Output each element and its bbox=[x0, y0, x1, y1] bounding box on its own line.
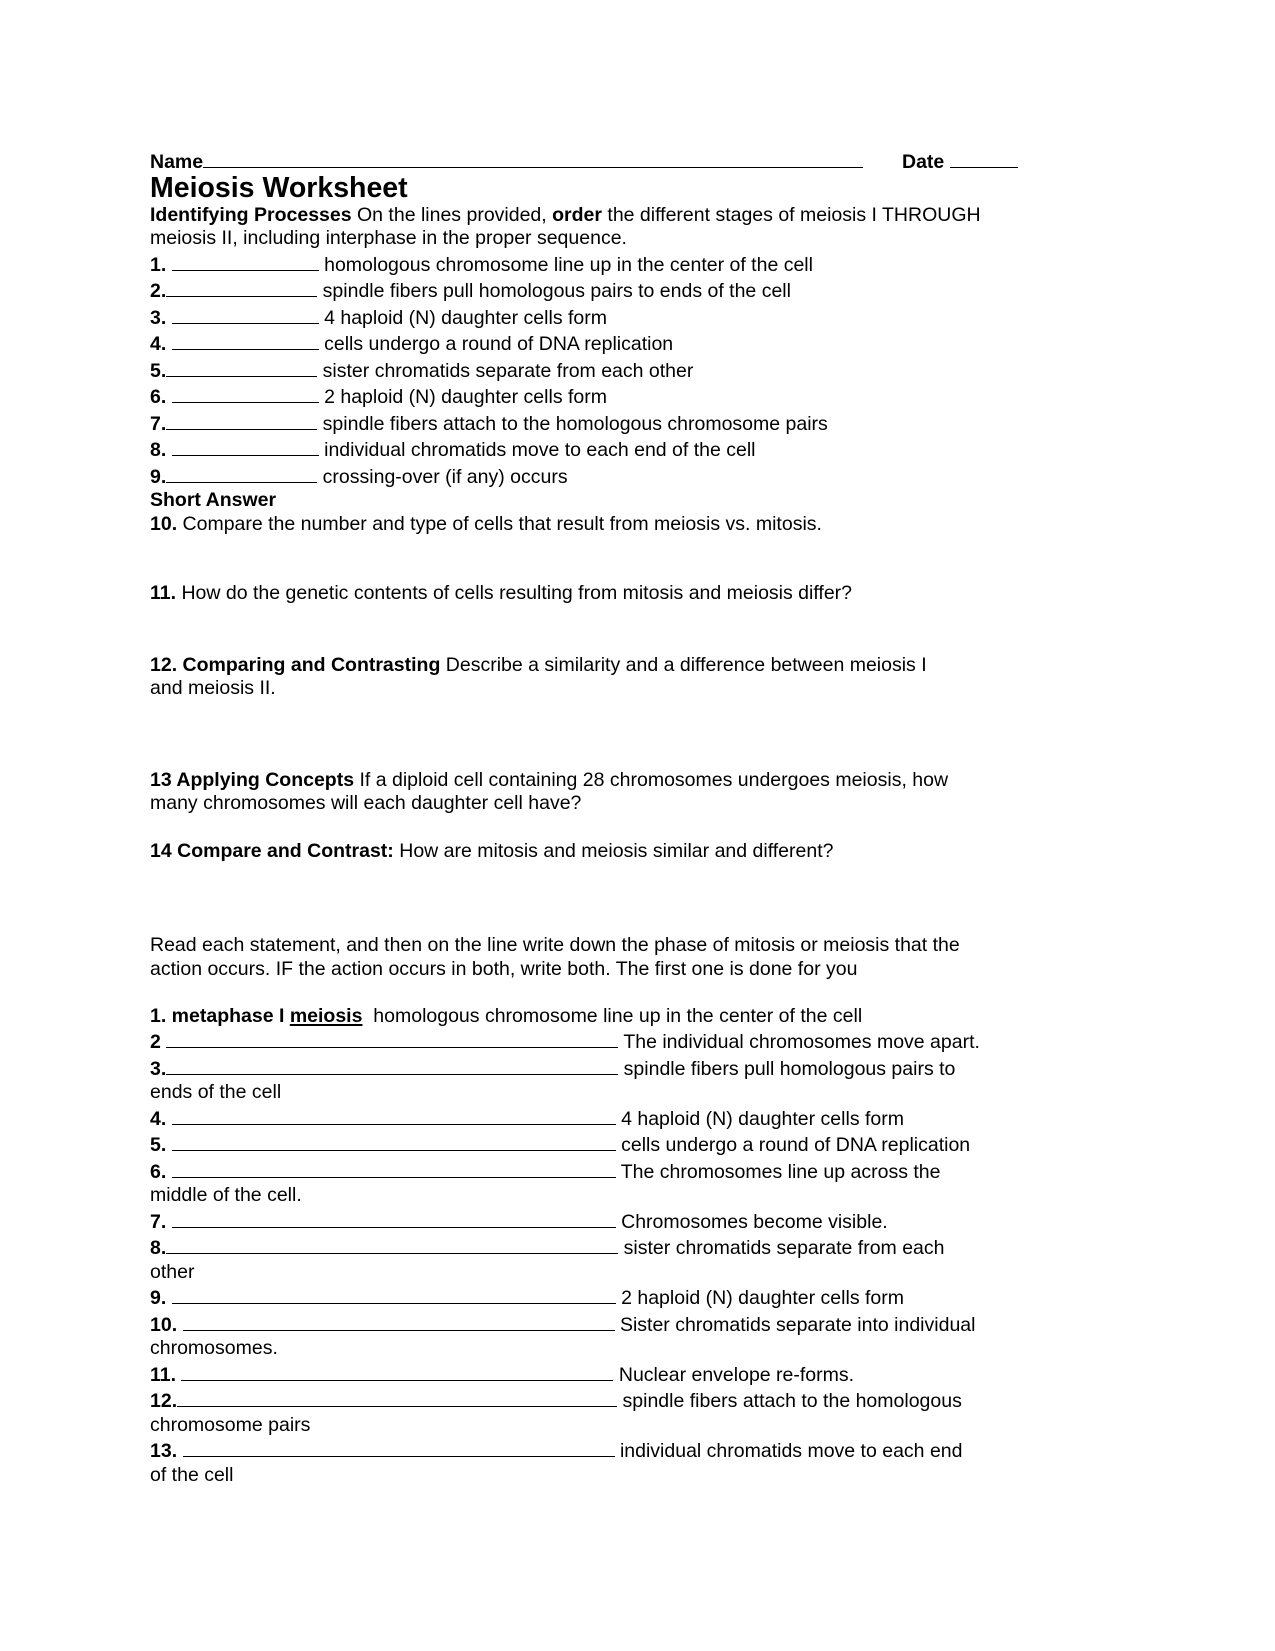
item-number: 13. bbox=[150, 1440, 183, 1462]
question-text: If a diploid cell containing 28 chromosomes undergoes meiosis, how many chromosomes will each daughter cell have? bbox=[150, 768, 949, 814]
item-text: sister chromatids separate from each bbox=[618, 1237, 945, 1259]
answer-blank[interactable] bbox=[172, 383, 319, 403]
answer-blank[interactable] bbox=[181, 1361, 613, 1381]
part1-item bbox=[150, 251, 1050, 278]
part2-item bbox=[150, 1158, 1050, 1208]
question-text: How are mitosis and meiosis similar and different? bbox=[393, 839, 834, 862]
answer-blank[interactable] bbox=[172, 1284, 616, 1304]
part1-heading: Identifying Processes bbox=[150, 203, 352, 226]
part2-item bbox=[150, 1208, 1050, 1235]
part1-instr-b: the different stages of meiosis I THROUGH meiosis II, including interphase in the proper sequence. bbox=[150, 203, 981, 249]
answer-blank[interactable] bbox=[172, 436, 319, 456]
answer-blank[interactable] bbox=[172, 1158, 616, 1178]
answer-blank[interactable] bbox=[172, 304, 319, 324]
item-text: The chromosomes line up across the bbox=[615, 1160, 941, 1183]
item-text-cont: other bbox=[150, 1260, 195, 1283]
question-12 bbox=[150, 654, 950, 701]
item-text: Nuclear envelope re-forms. bbox=[613, 1363, 855, 1386]
question-text: Compare the number and type of cells that result from meiosis vs. mitosis. bbox=[177, 512, 822, 535]
answer-blank[interactable] bbox=[166, 1028, 618, 1048]
answer-blank[interactable] bbox=[166, 410, 317, 430]
question-number: 11. bbox=[150, 582, 177, 604]
item-number: 3. bbox=[150, 1057, 167, 1080]
answer-blank[interactable] bbox=[183, 1437, 615, 1457]
item-number: 6. bbox=[150, 1160, 172, 1183]
part1-item bbox=[150, 304, 1050, 331]
part1-list bbox=[150, 251, 1050, 490]
question-text: How do the genetic contents of cells resulting from mitosis and meiosis differ? bbox=[176, 582, 853, 604]
answer-blank[interactable] bbox=[166, 463, 317, 483]
part2-item bbox=[150, 1284, 1050, 1311]
answer-space[interactable] bbox=[150, 536, 1050, 582]
item-text: individual chromatids move to each end bbox=[614, 1440, 963, 1462]
part2-item bbox=[150, 1234, 1050, 1284]
page-title: Meiosis Worksheet bbox=[150, 171, 408, 204]
item-text: individual chromatids move to each end of the cell bbox=[318, 439, 756, 461]
item-number: 3. bbox=[150, 306, 172, 329]
item-text-cont: chromosomes. bbox=[150, 1337, 278, 1359]
answer-blank[interactable] bbox=[166, 1234, 618, 1254]
part2-item bbox=[150, 1055, 1050, 1105]
item-text: spindle fibers attach to the homologous bbox=[617, 1390, 962, 1412]
answer-space[interactable] bbox=[150, 863, 1050, 934]
date-label: Date bbox=[902, 151, 945, 173]
item-text: spindle fibers attach to the homologous chromosome pairs bbox=[317, 412, 828, 435]
part2-item bbox=[150, 1387, 1050, 1437]
part2-item bbox=[150, 1311, 1050, 1361]
item-number: 5. bbox=[150, 359, 167, 382]
question-10 bbox=[150, 513, 1050, 537]
item-text: Sister chromatids separate into individual bbox=[614, 1313, 976, 1336]
part1-instr-a: On the lines provided, bbox=[351, 203, 553, 226]
item-text: spindle fibers pull homologous pairs to ends of the cell bbox=[317, 280, 791, 302]
item-text: Chromosomes become visible. bbox=[615, 1210, 888, 1233]
part2-item bbox=[150, 1131, 1050, 1158]
answer-blank[interactable] bbox=[183, 1311, 615, 1331]
part2-item bbox=[150, 1028, 1050, 1055]
question-11 bbox=[150, 582, 1050, 606]
item-number: 8. bbox=[150, 439, 172, 461]
part2-instructions: Read each statement, and then on the line write down the phase of mitosis or meiosis that the action occurs. IF the action occurs in both, write both. The first one is done for you bbox=[150, 934, 960, 980]
question-13 bbox=[150, 769, 980, 816]
item-text: 4 haploid (N) daughter cells form bbox=[615, 1107, 904, 1130]
name-blank[interactable] bbox=[203, 148, 863, 168]
item-text: sister chromatids separate from each other bbox=[317, 359, 694, 382]
item-number: 1. bbox=[150, 253, 172, 276]
answer-space[interactable] bbox=[150, 701, 1050, 769]
answer-blank[interactable] bbox=[172, 330, 319, 350]
item-text-cont: ends of the cell bbox=[150, 1081, 282, 1103]
item-text: crossing-over (if any) occurs bbox=[317, 465, 568, 488]
short-answer-heading: Short Answer bbox=[150, 489, 277, 511]
question-heading: 12. Comparing and Contrasting bbox=[150, 653, 441, 676]
question-heading: 13 Applying Concepts bbox=[150, 768, 355, 791]
item-number: 2 bbox=[150, 1031, 167, 1053]
answer-blank[interactable] bbox=[172, 251, 319, 271]
part1-instr-bold: order bbox=[552, 203, 602, 226]
header-row bbox=[150, 148, 1050, 172]
part1-instructions bbox=[150, 204, 1050, 251]
item-text: 2 haploid (N) daughter cells form bbox=[615, 1287, 904, 1309]
item-text: cells undergo a round of DNA replication bbox=[318, 333, 674, 355]
part1-item bbox=[150, 357, 1050, 384]
item-number: 4. bbox=[150, 1107, 172, 1130]
item-number: 9. bbox=[150, 465, 167, 488]
answer-space[interactable] bbox=[150, 816, 1050, 840]
part1-item bbox=[150, 330, 1050, 357]
question-heading: 14 Compare and Contrast: bbox=[150, 839, 394, 862]
item-text-cont: middle of the cell. bbox=[150, 1184, 302, 1206]
item-number: 12. bbox=[150, 1390, 178, 1412]
item-number: 2. bbox=[150, 280, 167, 302]
answer-space[interactable] bbox=[150, 606, 1050, 654]
answer-blank[interactable] bbox=[166, 1055, 618, 1075]
item-number: 7. bbox=[150, 1210, 172, 1233]
item-number: 10. bbox=[150, 1313, 183, 1336]
answer-blank[interactable] bbox=[172, 1208, 616, 1228]
item-text: cells undergo a round of DNA replication bbox=[615, 1134, 971, 1156]
date-blank[interactable] bbox=[950, 148, 1018, 168]
answer-blank[interactable] bbox=[172, 1105, 616, 1125]
part2-list bbox=[150, 1028, 1050, 1487]
item-number: 4. bbox=[150, 333, 172, 355]
item-number: 6. bbox=[150, 386, 172, 408]
answer-blank[interactable] bbox=[166, 277, 317, 297]
item-number: 8. bbox=[150, 1237, 167, 1259]
part1-item bbox=[150, 463, 1050, 490]
part2-example bbox=[150, 1005, 1050, 1029]
part1-item bbox=[150, 277, 1050, 304]
item-number: 11. bbox=[150, 1363, 182, 1386]
answer-blank[interactable] bbox=[177, 1387, 617, 1407]
part2-item bbox=[150, 1361, 1050, 1388]
part2-item bbox=[150, 1105, 1050, 1132]
item-text-cont: of the cell bbox=[150, 1463, 234, 1486]
item-text: 2 haploid (N) daughter cells form bbox=[318, 386, 607, 408]
item-number: 7. bbox=[150, 412, 167, 435]
question-text: Describe a similarity and a difference between meiosis I and meiosis II. bbox=[150, 653, 927, 699]
part2-item bbox=[150, 1437, 1050, 1487]
item-number: 9. bbox=[150, 1287, 172, 1309]
answer-blank[interactable] bbox=[166, 357, 317, 377]
example-answer: meiosis bbox=[289, 1004, 363, 1027]
item-text: spindle fibers pull homologous pairs to bbox=[618, 1057, 956, 1080]
item-text: homologous chromosome line up in the center of the cell bbox=[318, 253, 813, 276]
question-number: 10. bbox=[150, 512, 178, 535]
item-number: 5. bbox=[150, 1134, 172, 1156]
answer-blank[interactable] bbox=[172, 1131, 616, 1151]
part1-item bbox=[150, 436, 1050, 463]
worksheet-page bbox=[150, 148, 1050, 1487]
item-text-cont: chromosome pairs bbox=[150, 1413, 311, 1436]
part1-item bbox=[150, 383, 1050, 410]
question-14 bbox=[150, 840, 1050, 864]
example-number: 1. metaphase I bbox=[150, 1004, 290, 1027]
item-text: The individual chromosomes move apart. bbox=[618, 1031, 980, 1053]
item-text: 4 haploid (N) daughter cells form bbox=[318, 306, 607, 329]
part1-item bbox=[150, 410, 1050, 437]
example-text: homologous chromosome line up in the center of the cell bbox=[362, 1004, 863, 1027]
name-label: Name bbox=[150, 151, 204, 173]
